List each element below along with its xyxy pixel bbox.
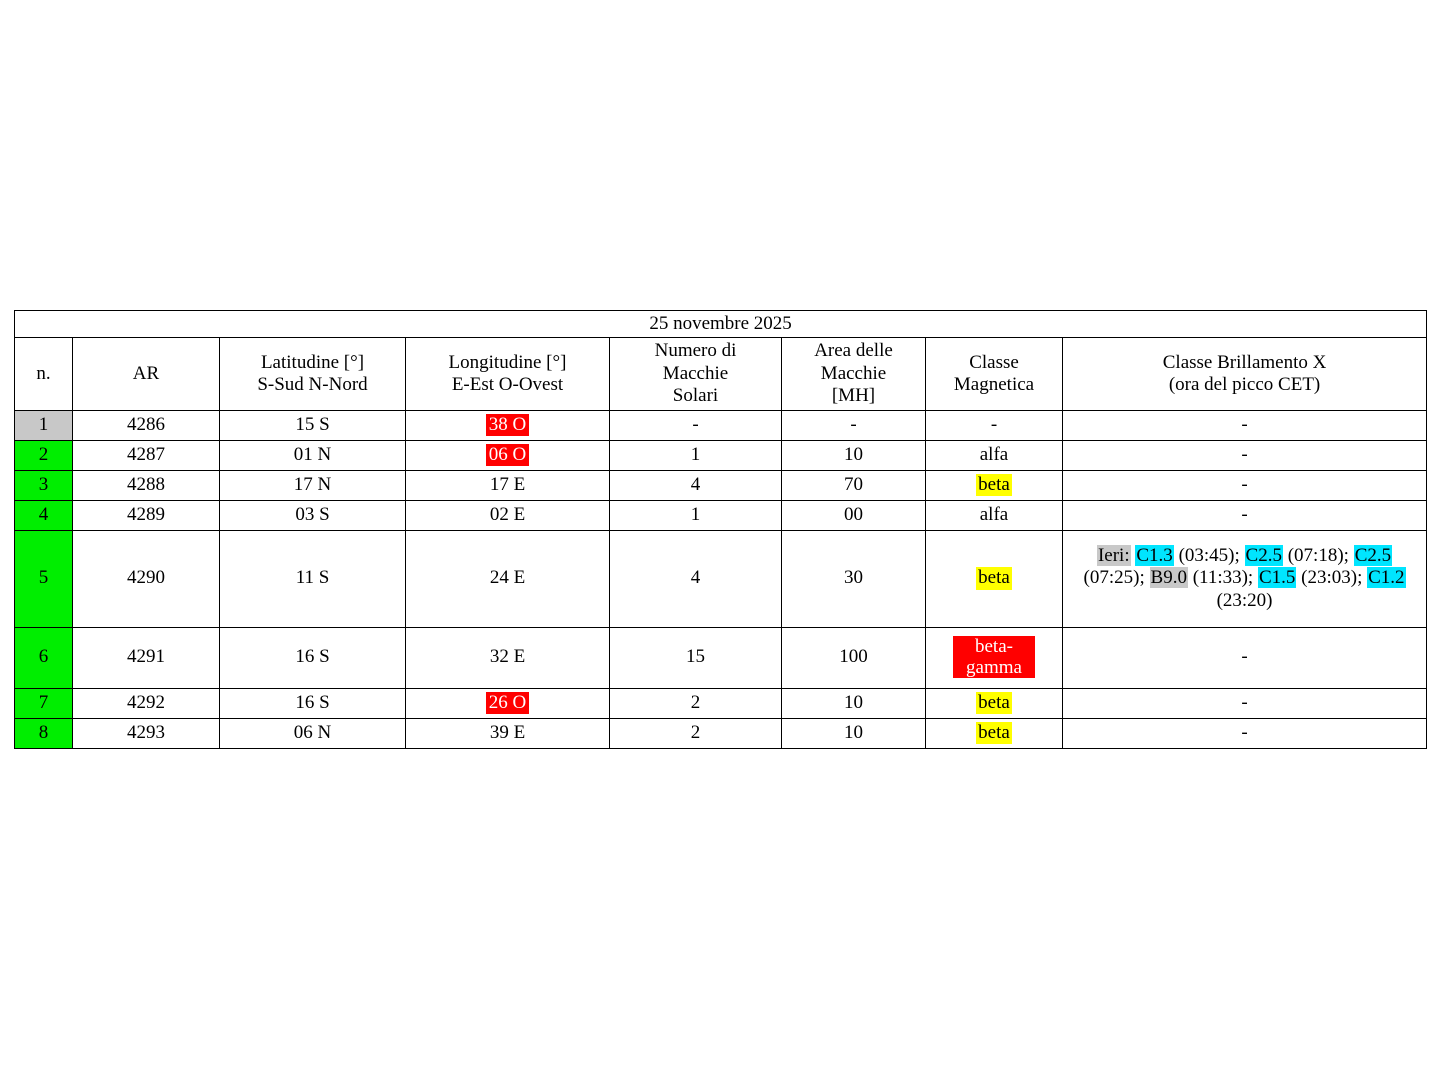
header-flare-class-line2: (ora del picco CET) bbox=[1168, 374, 1321, 396]
cell-sunspot-number: - bbox=[610, 410, 782, 440]
cell-sunspot-number: 2 bbox=[610, 688, 782, 718]
cell-latitude: 16 S bbox=[220, 688, 406, 718]
cell-longitude bbox=[406, 440, 610, 470]
header-flare-class bbox=[1063, 338, 1427, 410]
header-magnetic-class bbox=[926, 338, 1063, 410]
cell-sunspot-number: 1 bbox=[610, 500, 782, 530]
cell-sunspot-area: 100 bbox=[782, 627, 926, 688]
flare-highlight: C2.5 bbox=[1354, 545, 1392, 567]
cell-latitude: 01 N bbox=[220, 440, 406, 470]
cell-sunspot-area: 30 bbox=[782, 530, 926, 627]
cell-row-number: 3 bbox=[15, 470, 73, 500]
longitude-west-highlight: 38 O bbox=[486, 414, 529, 436]
header-sunspot-number bbox=[610, 338, 782, 410]
cell-sunspot-area: 10 bbox=[782, 688, 926, 718]
cell-flare-class: - bbox=[1063, 470, 1427, 500]
table-body bbox=[15, 410, 1427, 748]
cell-sunspot-area: 00 bbox=[782, 500, 926, 530]
table-title-row bbox=[15, 311, 1427, 338]
cell-row-number: 2 bbox=[15, 440, 73, 470]
table-title: 25 novembre 2025 bbox=[15, 311, 1427, 338]
header-longitude-line1: Longitudine [°] bbox=[448, 351, 567, 373]
cell-longitude bbox=[406, 410, 610, 440]
cell-longitude: 17 E bbox=[406, 470, 610, 500]
cell-flare-class bbox=[1063, 530, 1427, 627]
cell-active-region: 4293 bbox=[73, 718, 220, 748]
header-ar: AR bbox=[73, 338, 220, 410]
header-sunspot-area bbox=[782, 338, 926, 410]
cell-longitude: 24 E bbox=[406, 530, 610, 627]
cell-latitude: 11 S bbox=[220, 530, 406, 627]
cell-flare-class: - bbox=[1063, 718, 1427, 748]
magnetic-class-badge: beta bbox=[978, 721, 1010, 743]
cell-sunspot-area: 10 bbox=[782, 440, 926, 470]
cell-row-number: 7 bbox=[15, 688, 73, 718]
cell-active-region: 4291 bbox=[73, 627, 220, 688]
header-magnetic-class-line2: Magnetica bbox=[953, 374, 1035, 396]
cell-sunspot-number: 4 bbox=[610, 530, 782, 627]
header-latitude bbox=[220, 338, 406, 410]
header-sunspot-number-line1: Numero di bbox=[654, 340, 737, 362]
longitude-west-highlight: 06 O bbox=[486, 444, 529, 466]
header-magnetic-class-line1: Classe bbox=[969, 351, 1019, 373]
cell-latitude: 16 S bbox=[220, 627, 406, 688]
cell-active-region: 4289 bbox=[73, 500, 220, 530]
cell-longitude: 32 E bbox=[406, 627, 610, 688]
flare-text: (23:03); bbox=[1296, 567, 1368, 589]
cell-magnetic-class bbox=[926, 530, 1063, 627]
header-flare-class-line1: Classe Brillamento X bbox=[1162, 351, 1327, 373]
table-row bbox=[15, 440, 1427, 470]
magnetic-class-badge: beta-gamma bbox=[953, 636, 1035, 679]
cell-magnetic-class: alfa bbox=[926, 500, 1063, 530]
table-row bbox=[15, 627, 1427, 688]
flare-text: (03:45); bbox=[1173, 545, 1245, 567]
cell-active-region: 4290 bbox=[73, 530, 220, 627]
flare-highlight: C1.2 bbox=[1368, 567, 1405, 589]
header-latitude-line2: S-Sud N-Nord bbox=[257, 374, 368, 396]
solar-regions-table bbox=[14, 310, 1427, 749]
flare-highlight: C1.3 bbox=[1136, 545, 1173, 567]
cell-magnetic-class: - bbox=[926, 410, 1063, 440]
magnetic-class-badge: beta bbox=[978, 691, 1010, 713]
cell-flare-class: - bbox=[1063, 440, 1427, 470]
table-row bbox=[15, 470, 1427, 500]
header-longitude bbox=[406, 338, 610, 410]
flare-text: (23:20) bbox=[1216, 589, 1273, 611]
cell-row-number: 5 bbox=[15, 530, 73, 627]
header-sunspot-number-line2: Macchie bbox=[662, 362, 729, 384]
flare-highlight: C2.5 bbox=[1245, 545, 1282, 567]
cell-magnetic-class: alfa bbox=[926, 440, 1063, 470]
table-row bbox=[15, 500, 1427, 530]
header-sunspot-area-line3: [MH] bbox=[831, 385, 876, 407]
table-header-row bbox=[15, 338, 1427, 410]
table-row bbox=[15, 688, 1427, 718]
cell-sunspot-number: 2 bbox=[610, 718, 782, 748]
cell-flare-class: - bbox=[1063, 500, 1427, 530]
magnetic-class-badge: beta bbox=[978, 473, 1010, 495]
cell-magnetic-class bbox=[926, 627, 1063, 688]
cell-row-number: 4 bbox=[15, 500, 73, 530]
flare-highlight: Ieri: bbox=[1097, 545, 1130, 567]
table-row bbox=[15, 718, 1427, 748]
cell-row-number: 8 bbox=[15, 718, 73, 748]
cell-row-number: 6 bbox=[15, 627, 73, 688]
flare-highlight: B9.0 bbox=[1150, 567, 1187, 589]
flare-text: (07:18); bbox=[1282, 545, 1354, 567]
header-n: n. bbox=[15, 338, 73, 410]
cell-active-region: 4286 bbox=[73, 410, 220, 440]
cell-sunspot-number: 1 bbox=[610, 440, 782, 470]
cell-longitude: 02 E bbox=[406, 500, 610, 530]
flare-highlight: C1.5 bbox=[1258, 567, 1296, 589]
cell-flare-class: - bbox=[1063, 410, 1427, 440]
cell-longitude bbox=[406, 688, 610, 718]
cell-active-region: 4287 bbox=[73, 440, 220, 470]
cell-latitude: 03 S bbox=[220, 500, 406, 530]
cell-row-number: 1 bbox=[15, 410, 73, 440]
cell-active-region: 4292 bbox=[73, 688, 220, 718]
cell-sunspot-area: - bbox=[782, 410, 926, 440]
cell-latitude: 06 N bbox=[220, 718, 406, 748]
cell-latitude: 15 S bbox=[220, 410, 406, 440]
cell-sunspot-number: 4 bbox=[610, 470, 782, 500]
header-sunspot-area-line1: Area delle bbox=[814, 340, 893, 362]
cell-flare-class: - bbox=[1063, 627, 1427, 688]
cell-sunspot-area: 10 bbox=[782, 718, 926, 748]
cell-sunspot-area: 70 bbox=[782, 470, 926, 500]
table-row bbox=[15, 530, 1427, 627]
header-sunspot-area-line2: Macchie bbox=[820, 362, 887, 384]
cell-flare-class: - bbox=[1063, 688, 1427, 718]
cell-magnetic-class bbox=[926, 470, 1063, 500]
longitude-west-highlight: 26 O bbox=[486, 692, 529, 714]
header-latitude-line1: Latitudine [°] bbox=[260, 351, 365, 373]
table-row bbox=[15, 410, 1427, 440]
header-longitude-line2: E-Est O-Ovest bbox=[451, 374, 564, 396]
table-head bbox=[15, 311, 1427, 411]
flare-text: (07:25); bbox=[1083, 567, 1150, 589]
cell-magnetic-class bbox=[926, 688, 1063, 718]
cell-latitude: 17 N bbox=[220, 470, 406, 500]
magnetic-class-badge: beta bbox=[978, 567, 1010, 589]
cell-sunspot-number: 15 bbox=[610, 627, 782, 688]
header-sunspot-number-line3: Solari bbox=[672, 385, 719, 407]
cell-longitude: 39 E bbox=[406, 718, 610, 748]
cell-active-region: 4288 bbox=[73, 470, 220, 500]
flare-text: (11:33); bbox=[1187, 567, 1258, 589]
cell-magnetic-class bbox=[926, 718, 1063, 748]
solar-regions-table-container bbox=[14, 310, 1426, 749]
